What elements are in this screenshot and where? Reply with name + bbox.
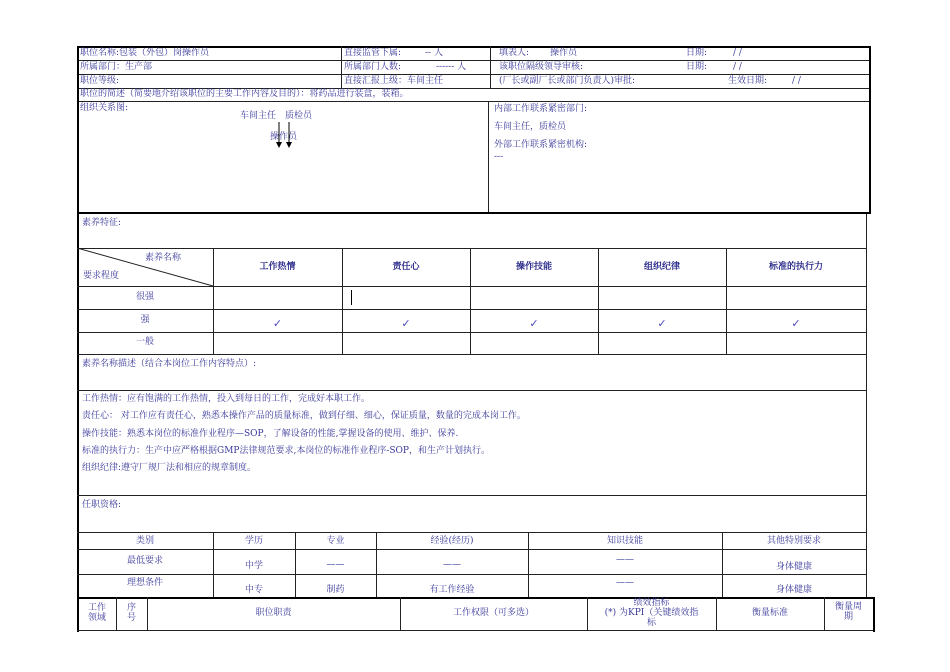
check-mark: ✓ — [529, 317, 539, 330]
qual-row-min-exp: —— — [443, 560, 461, 570]
qual-row-ideal-exp: 有工作经验 — [429, 585, 475, 595]
text-cursor — [351, 290, 352, 305]
filler-label: 填表人: — [499, 48, 530, 58]
duty-header-standard: 衡量标准 — [751, 608, 788, 618]
effective-date-label: 生效日期: — [728, 76, 768, 86]
duty-header-responsibilities: 职位职责 — [255, 608, 292, 618]
date-label: 日期: — [686, 62, 708, 72]
qual-row-min-skill: —— — [616, 555, 634, 565]
org-chart-label: 组织关系图: — [80, 103, 129, 113]
date-value: / / — [733, 48, 742, 58]
approver-label: (厂长或副厂长或部门负责人)审批: — [499, 76, 636, 86]
row-line — [77, 574, 867, 575]
row-line — [77, 286, 867, 287]
row-line — [77, 74, 871, 75]
subordinates-label: 直接监管下属: — [344, 48, 402, 58]
duty-header-period-2: 期 — [843, 612, 853, 622]
qual-row-min-edu: 中学 — [244, 561, 263, 571]
row-line — [77, 532, 867, 533]
external-contacts-value: --- — [494, 152, 504, 162]
duty-header-authority: 工作权限（可多选） — [452, 608, 534, 618]
diagonal-header-bottom: 要求程度 — [83, 271, 120, 281]
filler-name: 操作员 — [550, 48, 578, 58]
col-header-skill: 操作技能 — [515, 262, 552, 272]
qual-row-ideal-name: 理想条件 — [126, 578, 163, 588]
qual-header-experience: 经验(经历) — [430, 536, 474, 546]
duty-header-area-2: 领域 — [87, 613, 106, 623]
department: 所属部门：生产部 — [80, 62, 153, 72]
qual-header-other: 其他特别要求 — [766, 536, 821, 546]
description-line: 操作技能：熟悉本岗位的标准作业程序—SOP，了解设备的性能,掌握设备的使用、维护、保养. — [82, 429, 459, 439]
row-line — [77, 390, 867, 391]
internal-contacts-label: 内部工作联系紧密部门: — [494, 104, 588, 114]
col-header-enthusiasm: 工作热情 — [259, 262, 296, 272]
col-header-execution: 标准的执行力 — [768, 262, 823, 272]
reviewer-label: 该职位隔级领导审核: — [499, 62, 584, 72]
qual-header-major: 专业 — [326, 536, 345, 546]
qual-header-skills: 知识技能 — [606, 536, 643, 546]
external-contacts-label: 外部工作联系紧密机构: — [494, 140, 588, 150]
internal-contacts-value: 车间主任，质检员 — [494, 122, 567, 132]
description-label: 素养名称描述（结合本岗位工作内容特点）: — [82, 359, 257, 369]
duty-header-seq-2: 号 — [126, 613, 136, 623]
report-to: 直接汇报上级：车间主任 — [344, 76, 444, 86]
qual-row-min-name: 最低要求 — [126, 556, 163, 566]
level-average: 一般 — [135, 337, 154, 347]
effective-date-value: / / — [792, 76, 801, 86]
position-summary: 职位的简述（简要地介绍该职位的主要工作内容及目的）：将药品进行装盒，装箱。 — [80, 89, 409, 99]
org-arrows — [270, 120, 300, 150]
duty-header-seq: 序 — [126, 603, 136, 613]
subordinates-count: -- 人 — [425, 48, 443, 58]
description-line: 工作热情：应有饱满的工作热情，投入到每日的工作，完成好本职工作。 — [82, 394, 371, 404]
level-very-strong: 很强 — [135, 292, 154, 302]
duty-header-kpi-2: (*) 为KPI（关键绩效指 — [604, 608, 699, 618]
check-mark: ✓ — [657, 317, 667, 330]
col-line — [490, 46, 491, 88]
duty-header-period: 衡量周 — [834, 602, 862, 612]
org-divider — [488, 101, 489, 212]
col-header-discipline: 组织纪律 — [643, 262, 680, 272]
position-name: 职位名称:包装（外包）岗操作员 — [80, 48, 210, 58]
duty-header-kpi: 绩效指标 — [633, 598, 670, 608]
duty-header-area: 工作 — [87, 603, 106, 613]
diagonal-header-top: 素养名称 — [145, 253, 182, 263]
row-line — [77, 101, 871, 102]
qual-row-min-other: 身体健康 — [775, 562, 812, 572]
qual-row-ideal-major: 制药 — [326, 585, 345, 595]
qual-row-ideal-other: 身体健康 — [775, 585, 812, 595]
qual-row-ideal-skill: —— — [616, 578, 634, 588]
row-line — [77, 495, 867, 496]
description-line: 组织纪律:遵守厂规厂法和相应的规章制度。 — [82, 463, 257, 473]
date-label: 日期: — [686, 48, 708, 58]
grade-label: 职位等级: — [80, 76, 120, 86]
col-line — [341, 46, 342, 88]
row-line — [77, 354, 867, 355]
org-node-quality-inspector: 质检员 — [285, 111, 313, 121]
org-node-operator: 操作员 — [270, 132, 298, 142]
org-bottom — [77, 212, 871, 214]
row-line — [77, 549, 867, 550]
competency-label: 素养特征: — [82, 218, 122, 228]
check-mark: ✓ — [401, 317, 411, 330]
qualification-label: 任职资格: — [82, 500, 122, 510]
dept-headcount-value: ------ 人 — [436, 62, 467, 72]
right-border — [869, 46, 871, 212]
duty-header-kpi-3: 标 — [646, 618, 656, 628]
right-border-lower — [866, 212, 867, 598]
check-mark: ✓ — [272, 317, 283, 330]
description-line: 标准的执行力：生产中应严格根据GMP法律规范要求,本岗位的标准作业程序-SOP，和生产计划执行。 — [82, 446, 490, 456]
qual-row-min-major: —— — [326, 560, 345, 570]
date-value: / / — [733, 62, 742, 72]
row-line — [77, 60, 871, 61]
col-header-responsibility: 责任心 — [392, 262, 420, 272]
qual-row-ideal-edu: 中专 — [244, 585, 263, 595]
row-line — [77, 597, 874, 599]
description-line: 责任心： 对工作应有责任心，熟悉本操作产品的质量标准，做到仔细、细心，保证质量，数量的完成本岗工作。 — [82, 411, 526, 421]
qual-header-education: 学历 — [244, 536, 263, 546]
qual-header-category: 类别 — [135, 536, 154, 546]
row-line — [77, 309, 867, 310]
dept-headcount-label: 所属部门人数: — [344, 62, 402, 72]
check-mark: ✓ — [791, 317, 801, 330]
org-node-workshop-director: 车间主任 — [240, 111, 277, 121]
right-border-bottom — [873, 597, 875, 632]
level-strong: 强 — [140, 315, 150, 325]
row-line — [77, 630, 874, 631]
row-line — [77, 332, 867, 333]
